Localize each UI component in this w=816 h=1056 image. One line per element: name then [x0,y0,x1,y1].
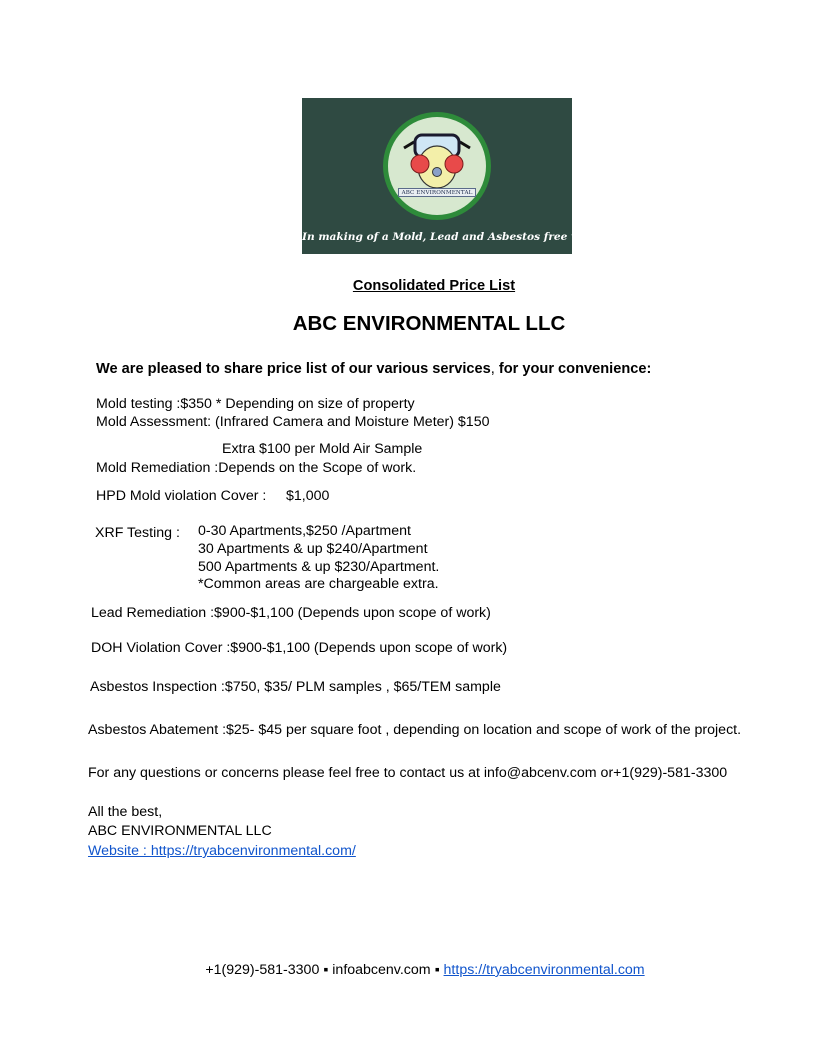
logo-tagline: In making of a Mold, Lead and Asbestos free world.. [302,231,612,243]
xrf-label: XRF Testing : [95,525,180,541]
price-list-heading: Consolidated Price List [352,278,516,294]
mold-remediation-line: Mold Remediation :Depends on the Scope of work. [96,460,417,476]
asbestos-abatement-line: Asbestos Abatement :$25- $45 per square foot , depending on location and scope of work of the project. [88,722,742,738]
signoff-company: ABC ENVIRONMENTAL LLC [88,823,272,839]
mold-assessment-line: Mold Assessment: (Infrared Camera and Moisture Meter) $150 [96,414,490,430]
contact-line: For any questions or concerns please feel free to contact us at info@abcenv.com or+1(929)-581-3300 [88,765,728,781]
mold-air-sample-line: Extra $100 per Mold Air Sample [222,441,423,457]
footer-website-link[interactable]: https://tryabcenvironmental.com [443,962,645,978]
footer-email: infoabcenv.com [332,962,431,978]
xrf-line: 500 Apartments & up $230/Apartment. [198,559,440,575]
footer-bullet: ▪ [434,962,440,978]
hpd-label: HPD Mold violation Cover : [96,488,267,504]
company-logo [302,98,612,254]
mold-testing-line: Mold testing :$350 * Depending on size of property [96,396,415,412]
closing-line: All the best, [88,804,163,820]
xrf-line: 30 Apartments & up $240/Apartment [198,541,428,557]
intro-part-2: for your convenience: [494,361,652,377]
hpd-price: $1,000 [286,488,330,504]
company-title: ABC ENVIRONMENTAL LLC [292,312,566,335]
xrf-line: 0-30 Apartments,$250 /Apartment [198,523,411,539]
logo-badge: ABC ENVIRONMENTAL [398,188,476,197]
doh-violation-line: DOH Violation Cover :$900-$1,100 (Depends upon scope of work) [91,640,508,656]
xrf-line: *Common areas are chargeable extra. [198,576,439,592]
intro-text [96,361,651,377]
footer [0,962,816,978]
footer-bullet: ▪ [323,962,329,978]
footer-phone: +1(929)-581-3300 [205,962,320,978]
lead-remediation-line: Lead Remediation :$900-$1,100 (Depends upon scope of work) [91,605,491,621]
intro-part-1: We are pleased to share price list of our various services [96,361,491,377]
asbestos-inspection-line: Asbestos Inspection :$750, $35/ PLM samples , $65/TEM sample [90,679,501,695]
website-link[interactable]: Website : https://tryabcenvironmental.com/ [88,843,356,859]
intro-separator: , [490,361,495,377]
